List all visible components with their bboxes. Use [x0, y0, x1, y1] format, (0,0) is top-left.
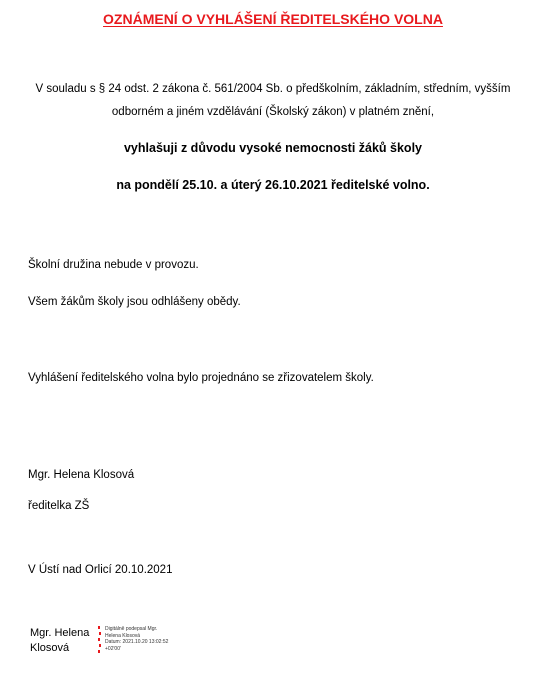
- notice-lunches: Všem žákům školy jsou odhlášeny obědy.: [28, 296, 241, 308]
- signatory-name: Mgr. Helena Klosová: [28, 469, 135, 481]
- digital-signature-info-line-1: Digitálně podepsal Mgr.: [105, 626, 158, 632]
- digital-signature-info-line-4: +02'00': [105, 645, 121, 652]
- legal-basis-line-2: odborném a jiném vzdělávání (Školský zákon) v platném znění,: [111, 106, 435, 118]
- legal-basis-paragraph: [20, 78, 526, 124]
- signatory-role: ředitelka ZŠ: [28, 500, 90, 512]
- document-title: OZNÁMENÍ O VYHLÁŠENÍ ŘEDITELSKÉHO VOLNA: [103, 11, 443, 27]
- signature-seal-icon: [98, 626, 101, 654]
- digital-signature-name: [30, 626, 96, 656]
- digital-signature-name-line-1: Mgr. Helena: [30, 627, 90, 639]
- declaration-line-2: na pondělí 25.10. a úterý 26.10.2021 ředitelské volno.: [116, 178, 430, 192]
- digital-signature-info-line-2: Helena Klosová: [105, 632, 141, 639]
- notice-after-school-club: Školní družina nebude v provozu.: [28, 259, 199, 271]
- legal-basis-line-1: V souladu s § 24 odst. 2 zákona č. 561/2004 Sb. o předškolním, základním, středním, vyšším: [35, 83, 511, 95]
- digital-signature-info: [105, 626, 205, 652]
- place-and-date: V Ústí nad Orlicí 20.10.2021: [28, 564, 173, 576]
- digital-signature-info-line-3: Datum: 2021.10.20 13:02:52: [105, 639, 169, 645]
- digital-signature-block: [30, 626, 200, 658]
- digital-signature-name-line-2: Klosová: [30, 642, 70, 654]
- notice-founder-consulted: Vyhlášení ředitelského volna bylo projednáno se zřizovatelem školy.: [28, 372, 374, 384]
- declaration-line-1: vyhlašuji z důvodu vysoké nemocnosti žáků školy: [123, 141, 422, 155]
